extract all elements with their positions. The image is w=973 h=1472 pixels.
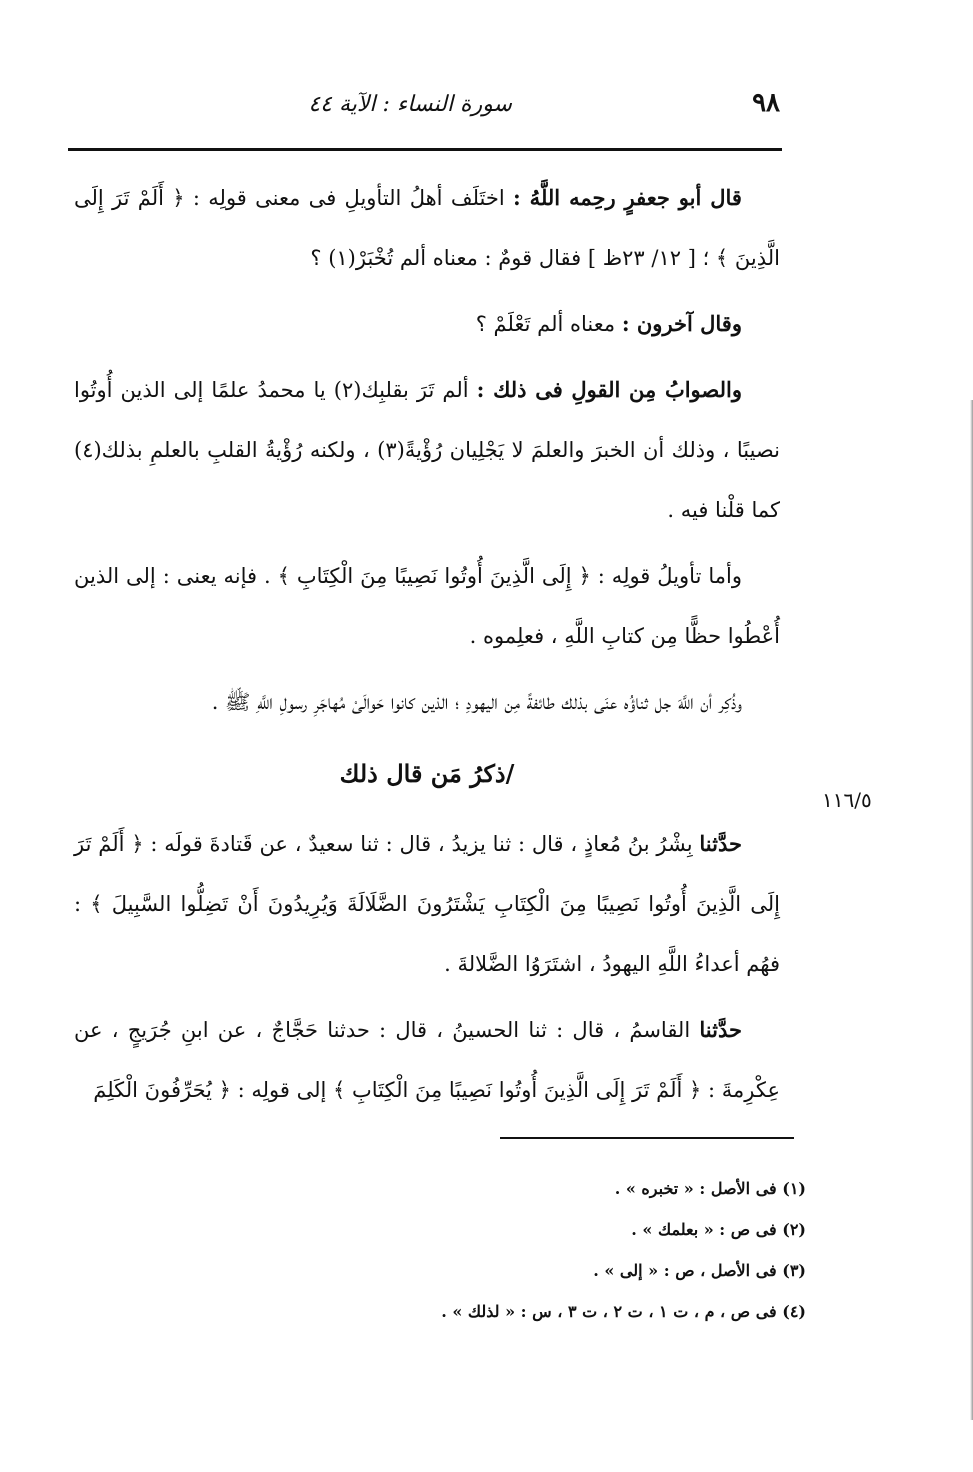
narration xyxy=(74,814,780,994)
paragraph-text: وذُكِر أن اللَّهَ جل ثناؤُه عنَى بذلك طائفةً مِن اليهودِ ؛ الذين كانوا حَوالَىْ مُهاجَرِ رسولِ اللَّهِ ﷺ . xyxy=(211,690,742,714)
footnote: (٤) فى ص ، م ، ت ١ ، ت ٢ ، ت ٣ ، س : « لذلك » . xyxy=(441,1302,806,1321)
paragraph xyxy=(74,168,780,288)
paragraph xyxy=(74,672,780,732)
footnote-rule xyxy=(500,1137,794,1139)
paragraph-text: وأما تأويلُ قولِه : ﴿ إِلَى الَّذِينَ أُوتُوا نَصِيبًا مِنَ الْكِتَابِ ﴾ . فإنه يعنى : إلى الذين أُعْطُوا حظًّا مِن كتابِ اللَّهِ ، فعلِموه . xyxy=(74,564,780,648)
margin-reference: ١١٦/٥ xyxy=(822,788,872,812)
main-text xyxy=(74,168,780,1126)
paragraph xyxy=(74,294,780,354)
paragraph-lead: والصوابُ مِن القولِ فى ذلك : xyxy=(476,377,742,402)
page-number: ٩٨ xyxy=(752,88,780,118)
footnote: (٢) فى ص : « بعلمك » . xyxy=(631,1220,806,1239)
page-header xyxy=(68,88,780,130)
paragraph-text: معناه ألم تَعْلَمْ ؟ xyxy=(475,312,616,336)
narration-text: القاسمُ ، قال : ثنا الحسينُ ، قال : حدثنا حَجَّاجٌ ، عن ابنِ جُرَيجٍ ، عن عِكْرِمةَ : ﴿ أَلَمْ تَرَ إِلَى الَّذِينَ أُوتُوا نَصِيبًا مِنَ الْكِتَابِ ﴾ إلى قولِه : ﴿ يُحَرِّفُونَ الْكَلِمَ xyxy=(74,1018,780,1102)
footnote: (١) فى الأصل : « تخبره » . xyxy=(614,1179,806,1198)
narration-lead: حدَّثنا xyxy=(699,831,742,856)
footnotes xyxy=(300,1168,806,1332)
section-heading: /ذكرُ مَن قال ذلك xyxy=(339,759,515,788)
paragraph xyxy=(74,360,780,540)
narration-text: بِشْرُ بنُ مُعاذٍ ، قال : ثنا يزيدُ ، قال : ثنا سعيدٌ ، عن قَتادةَ قولَه : ﴿ أَلَمْ تَرَ إِلَى الَّذِينَ أُوتُوا نَصِيبًا مِنَ الْكِتَابِ يَشْتَرُونَ الضَّلَالَةَ وَيُرِيدُونَ أَنْ تَضِلُّوا السَّبِيلَ ﴾ : فهُم أعداءُ اللَّهِ اليهودُ ، اشتَرَوُا الضَّلالةَ . xyxy=(74,832,780,976)
header-rule xyxy=(68,148,782,151)
narration-lead: حدَّثنا xyxy=(699,1017,742,1042)
paragraph-text: اختَلَف أهلُ التأويلِ فى معنى قولِه : ﴿ أَلَمْ تَرَ إِلَى الَّذِينَ ﴾ ؛ [ ١٢/ ٢٣ظ ] فقال قومٌ : معناه ألم تُخْبَرْ(١) ؟ xyxy=(74,186,780,270)
narration xyxy=(74,1000,780,1120)
paragraph-lead: وقال آخرون : xyxy=(621,311,742,336)
paragraph-lead: قال أبو جعفرٍ رحِمه اللَّهُ : xyxy=(512,185,742,210)
paragraph-text: ألم تَرَ بقلبِك(٢) يا محمدُ علمًا إلى الذين أُوتُوا نصيبًا ، وذلك أن الخبرَ والعلمَ لا يَجْلِيان رُؤْيةً(٣) ، ولكنه رُؤْيةُ القلبِ بالعلمِ بذلك(٤) كما قلْنا فيه . xyxy=(74,378,780,522)
paragraph xyxy=(74,546,780,666)
footnote: (٣) فى الأصل ، ص : « إلى » . xyxy=(593,1261,806,1280)
running-title: سورة النساء : الآية ٤٤ xyxy=(308,92,512,117)
